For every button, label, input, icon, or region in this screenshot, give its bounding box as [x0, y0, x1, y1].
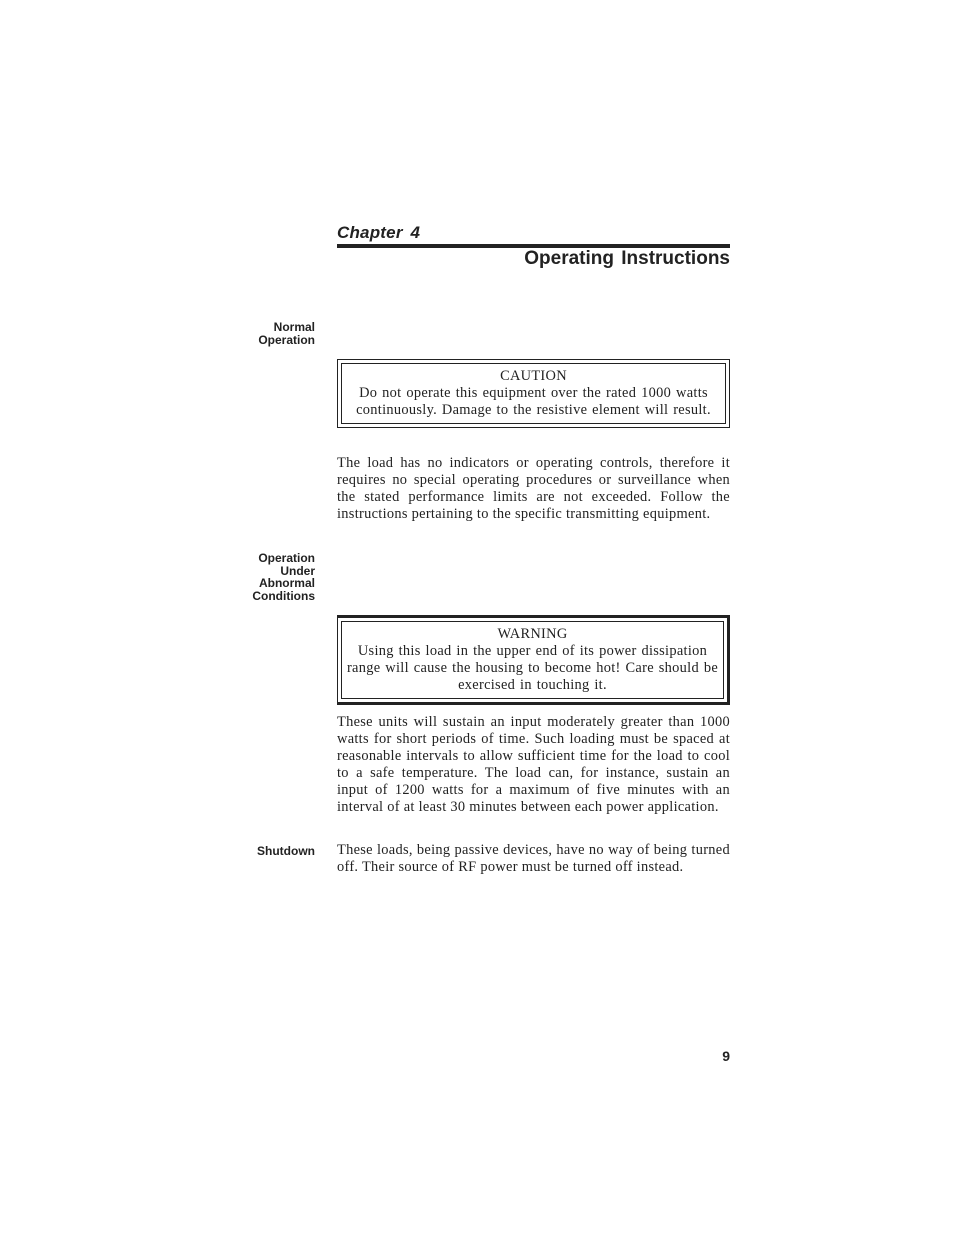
- shutdown-paragraph: These loads, being passive devices, have no way of being turned off. Their source of RF power must be turned off instead.: [337, 842, 730, 875]
- normal-operation-paragraph: The load has no indicators or operating controls, therefore it requires no special operating procedures or surveillance when the stated performance limits are not exceeded. Follow the instructions pertaining to the specific transmitting equipment.: [337, 455, 730, 522]
- caution-box-inner: [341, 363, 726, 424]
- chapter-label: Chapter 4: [337, 223, 421, 242]
- caution-text: Do not operate this equipment over the rated 1000 watts continuously. Damage to the resistive element will result.: [356, 385, 711, 418]
- section-heading-abnormal-conditions: Operation Under Abnormal Conditions: [252, 551, 315, 603]
- chapter-title: Operating Instructions: [524, 248, 730, 269]
- section-heading-normal-operation: Normal Operation: [258, 320, 315, 347]
- warning-text: Using this load in the upper end of its power dissipation range will cause the housing to become hot! Care should be exercised in touching it.: [346, 643, 719, 693]
- caution-box: [337, 359, 730, 428]
- warning-box-inner: [341, 621, 724, 699]
- caution-title: CAUTION: [500, 368, 567, 384]
- warning-title: WARNING: [497, 626, 568, 642]
- section-heading-shutdown: Shutdown: [257, 844, 315, 858]
- page-number: 9: [722, 1048, 730, 1064]
- abnormal-conditions-paragraph: These units will sustain an input moderately greater than 1000 watts for short periods of time. Such loading must be spaced at reasonable intervals to allow sufficient time for the load to cool to a safe temperature. The load can, for instance, sustain an input of 1200 watts for a maximum of five minutes with an interval of at least 30 minutes between each power application.: [337, 714, 730, 815]
- warning-box: [337, 615, 730, 705]
